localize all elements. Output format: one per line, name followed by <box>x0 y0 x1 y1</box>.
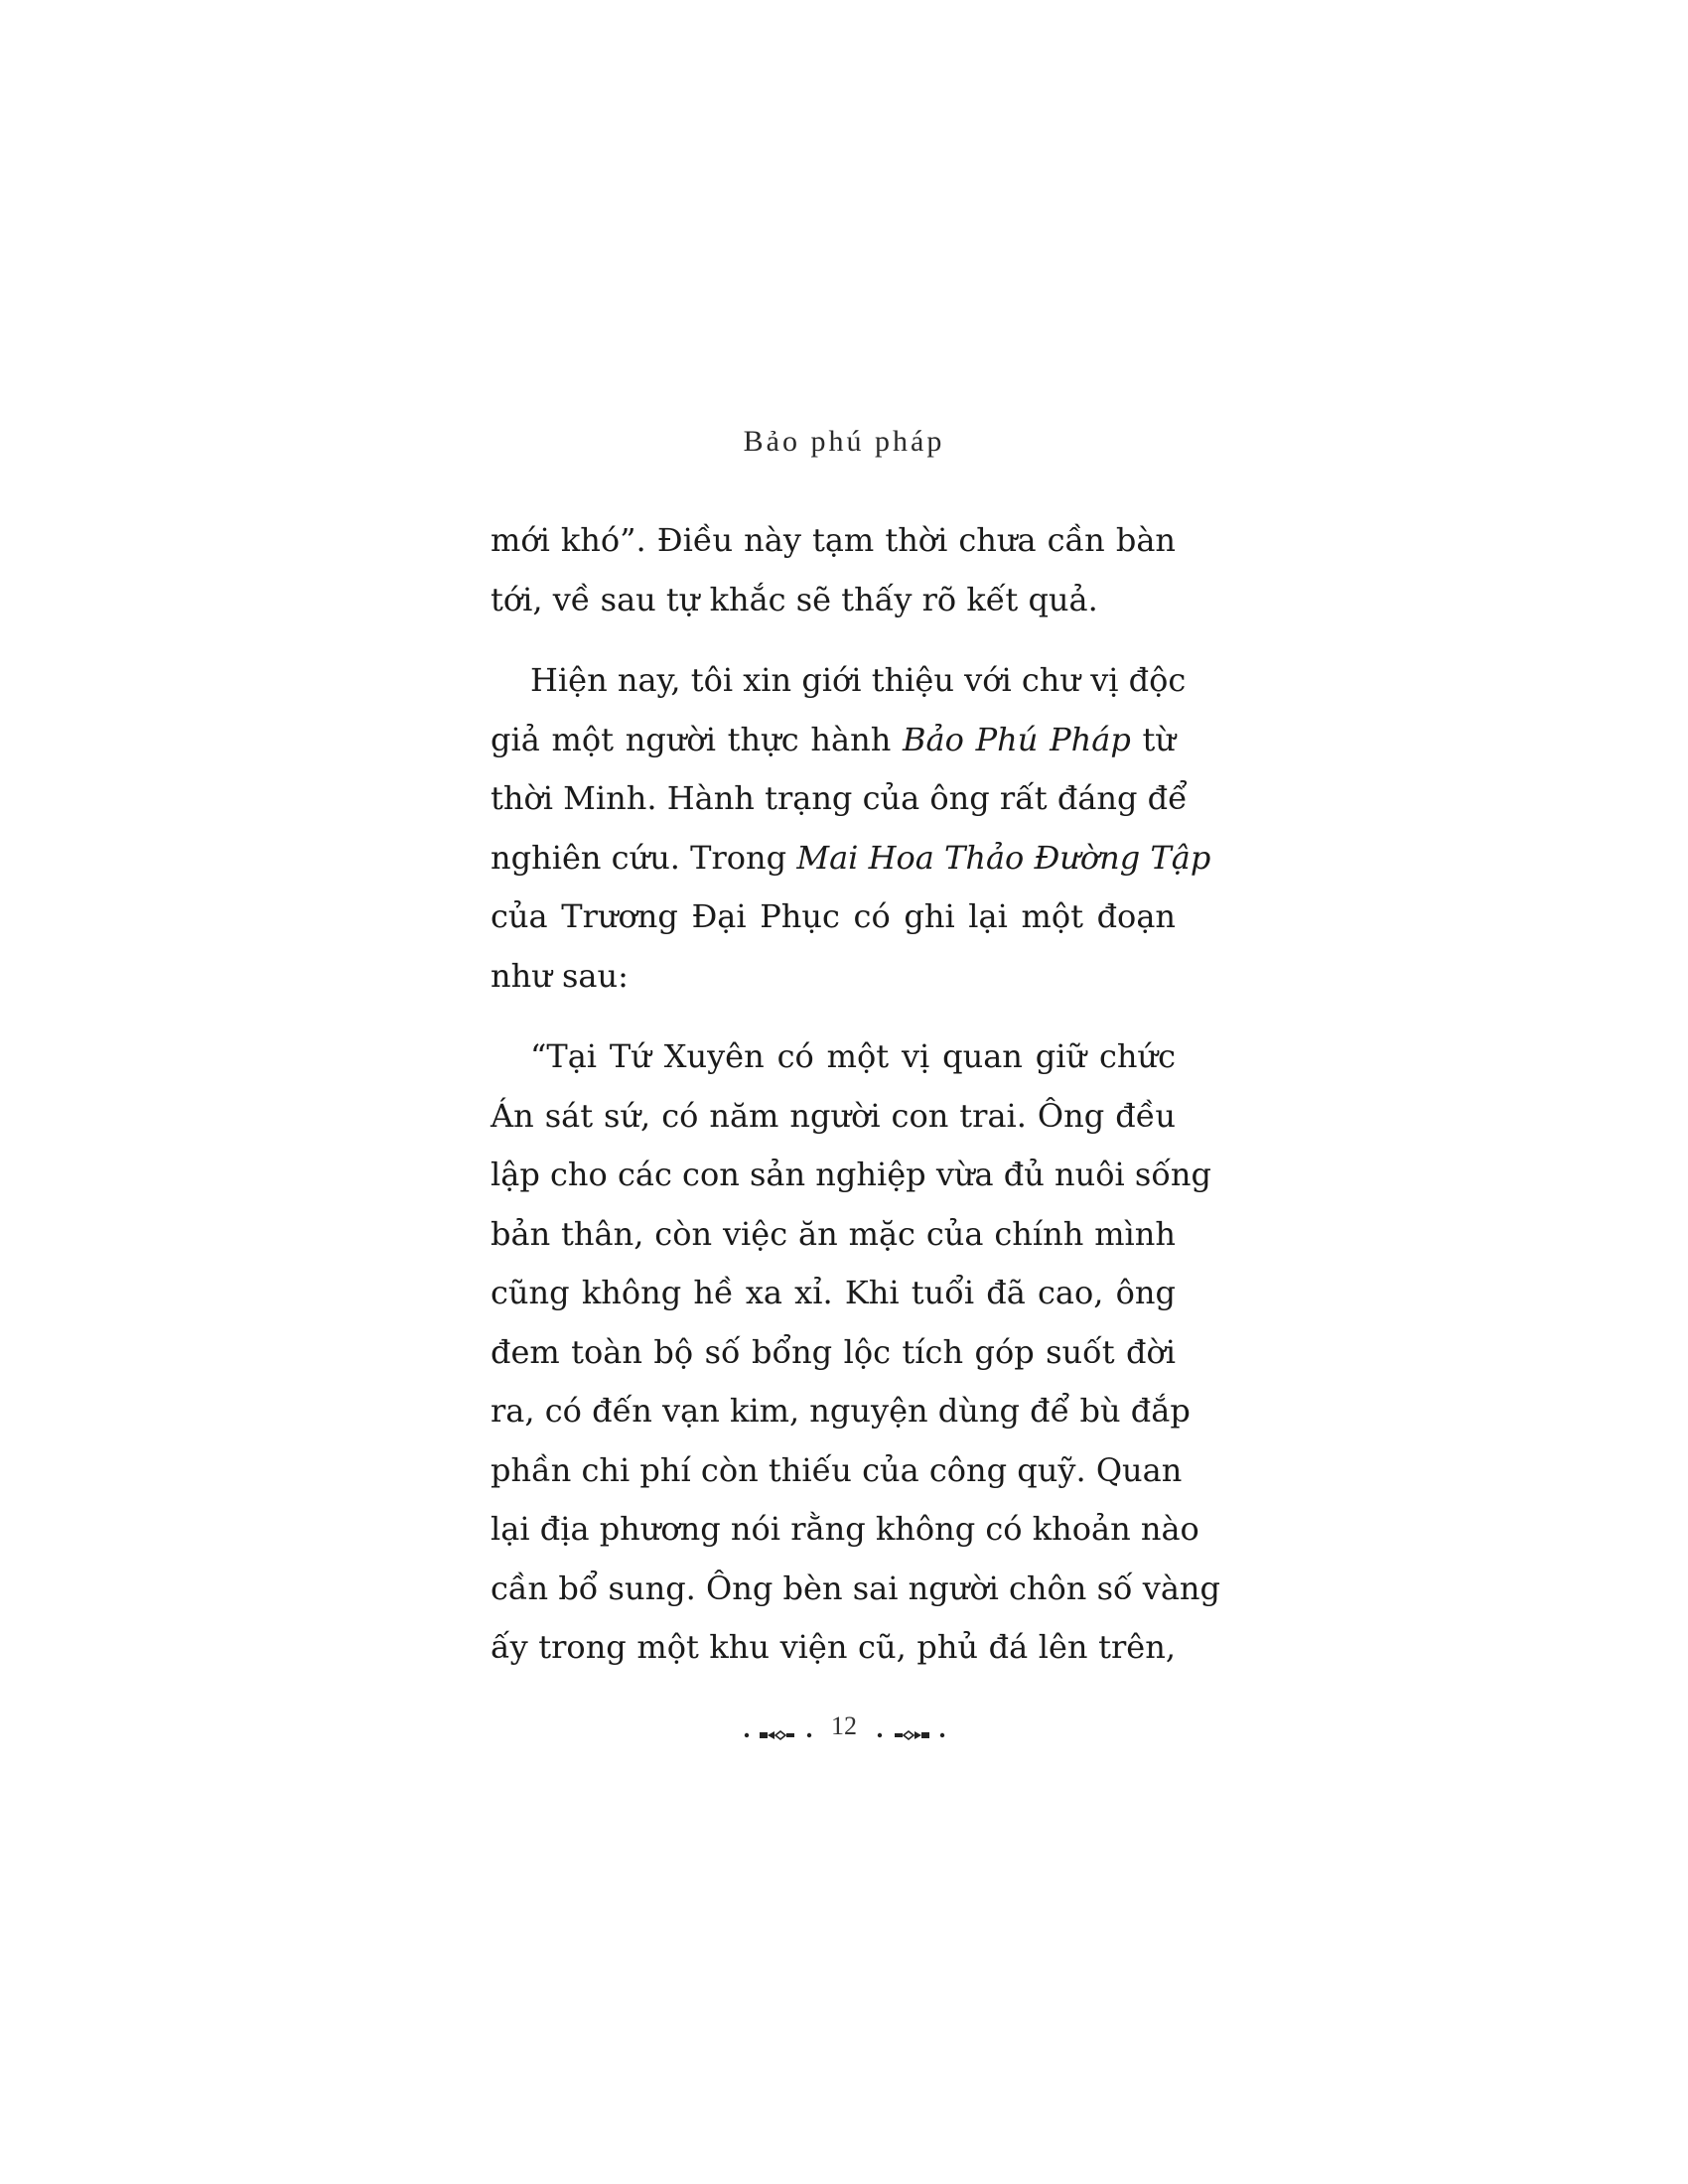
book-title-italic: Mai Hoa Thảo Đường Tập <box>796 838 1211 877</box>
body-text <box>491 511 1220 1678</box>
text-run: nghiên cứu. Trong <box>491 838 797 877</box>
text-line: lại địa phương nói rằng không có khoản nào <box>491 1510 1199 1548</box>
text-line: cũng không hề xa xỉ. Khi tuổi đã cao, ông <box>491 1274 1176 1311</box>
fleuron-ornament-icon <box>876 1719 945 1733</box>
paragraph-1 <box>491 511 1176 629</box>
paragraph-3 <box>491 1027 1220 1678</box>
text-run: giả một người thực hành <box>491 720 904 758</box>
text-line: như sau: <box>491 956 629 995</box>
text-line: lập cho các con sản nghiệp vừa đủ nuôi sống <box>491 1156 1211 1193</box>
text-line: “Tại Tứ Xuyên có một vị quan giữ chức <box>530 1037 1176 1075</box>
text-line: phần chi phí còn thiếu của công quỹ. Quan <box>491 1450 1183 1489</box>
text-line: thời Minh. Hành trạng của ông rất đáng để <box>491 779 1188 817</box>
text-line: cần bổ sung. Ông bèn sai người chôn số vàng <box>491 1569 1220 1607</box>
fleuron-ornament-icon <box>744 1719 813 1733</box>
text-line: bản thân, còn việc ăn mặc của chính mình <box>491 1214 1176 1253</box>
text-line: Hiện nay, tôi xin giới thiệu với chư vị độc <box>530 661 1187 699</box>
paragraph-gap <box>491 1006 1176 1027</box>
text-line: Án sát sứ, có năm người con trai. Ông đều <box>491 1096 1176 1135</box>
text-line: tới, về sau tự khắc sẽ thấy rõ kết quả. <box>491 580 1098 618</box>
book-title-italic: Bảo Phú Pháp <box>903 720 1131 758</box>
text-line <box>491 711 1176 770</box>
page-footer <box>0 1709 1688 1741</box>
text-line: ra, có đến vạn kim, nguyện dùng để bù đắp <box>491 1392 1191 1430</box>
text-run: từ <box>1130 720 1177 758</box>
running-title: Bảo phú pháp <box>743 425 945 458</box>
text-line <box>491 829 1211 888</box>
text-line: đem toàn bộ số bổng lộc tích góp suốt đời <box>491 1332 1176 1371</box>
text-line: ấy trong một khu viện cũ, phủ đá lên trên, <box>491 1628 1176 1666</box>
page-number: 12 <box>831 1711 857 1741</box>
paragraph-2 <box>491 651 1211 1006</box>
paragraph-gap <box>491 629 1176 651</box>
text-line: mới khó”. Điều này tạm thời chưa cần bàn <box>491 521 1176 559</box>
text-line: của Trương Đại Phục có ghi lại một đoạn <box>491 897 1176 935</box>
